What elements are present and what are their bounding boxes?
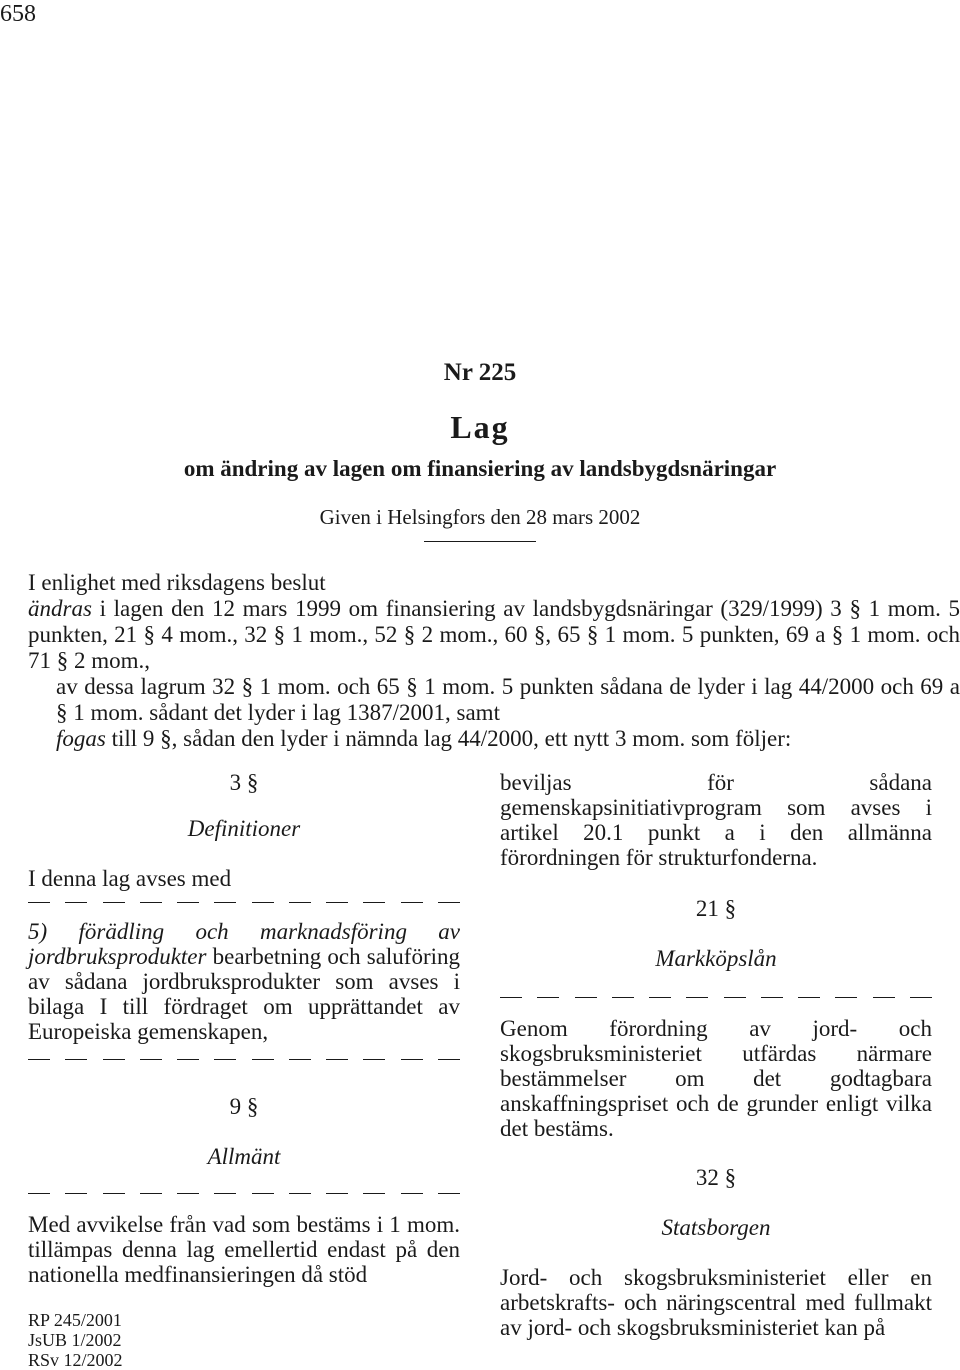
section-3-title: Definitioner	[187, 816, 301, 841]
statute-subtitle: om ändring av lagen om finansiering av landsbygdsnäringar	[183, 456, 777, 481]
fogas-word: fogas	[56, 726, 106, 751]
section-9-title: Allmänt	[207, 1144, 281, 1169]
omission-dashes	[28, 897, 460, 907]
omission-dashes	[28, 1188, 460, 1198]
right-column	[500, 770, 932, 1340]
section-9-text: Med avvikelse från vad som bestäms i 1 mom. tillämpas denna lag emellertid endast på den nationella medfinansieringen då stöd	[28, 1212, 460, 1287]
item-text: bearbetning och saluföring av sådana jordbruksprodukter som avses i bilaga I till fördraget om upprättandet av Europeiska gemenskapen,	[28, 944, 460, 1044]
omission-dashes	[500, 992, 932, 1002]
footer-ref: RP 245/2001	[28, 1310, 122, 1330]
title-divider	[424, 541, 536, 542]
preamble-andras	[28, 596, 960, 674]
section-3-intro: I denna lag avses med	[28, 866, 232, 891]
section-21-text: Genom förordning av jord- och skogsbruksministeriet utfärdas närmare bestämmelser om det godtagbara anskaffningspriset och de grunder enligt vilka det bestäms.	[500, 1016, 932, 1141]
footer-ref: JsUB 1/2002	[28, 1330, 122, 1350]
page-number: 658	[0, 1, 36, 27]
preamble	[28, 570, 960, 752]
section-3-item	[28, 919, 460, 1044]
footer-references	[28, 1310, 123, 1370]
preamble-av: av dessa lagrum 32 § 1 mom. och 65 § 1 mom. 5 punkten sådana de lyder i lag 44/2000 och 69 a § 1 mom. sådant det lyder i lag 1387/2001, samt	[56, 674, 960, 725]
item-italic: 5) förädling och marknadsföring av jordbruksprodukter	[28, 919, 460, 969]
section-9-number: 9 §	[229, 1094, 259, 1119]
section-32-title: Statsborgen	[661, 1215, 771, 1240]
andras-text: i lagen den 12 mars 1999 om finansiering av landsbygdsnäringar (329/1999) 3 § 1 mom. 5 punkten, 21 § 4 mom., 32 § 1 mom., 52 § 2 mom., 60 §, 65 § 1 mom. 5 punkten, 69 a § 1 mom. och 71 § 2 mom.,	[28, 596, 960, 673]
statute-number: Nr 225	[443, 359, 517, 386]
given-date: Given i Helsingfors den 28 mars 2002	[319, 505, 641, 529]
section-32-number: 32 §	[695, 1165, 737, 1190]
continuation-text: beviljas för sådana gemenskapsinitiativprogram som avses i artikel 20.1 punkt a i den allmänna förordningen för strukturfonderna.	[500, 770, 932, 870]
omission-dashes	[28, 1054, 460, 1064]
statute-title: Lag	[450, 409, 510, 445]
section-32-text: Jord- och skogsbruksministeriet eller en arbetskrafts- och näringscentral med fullmakt av jord- och skogsbruksministeriet kan på	[500, 1265, 932, 1340]
preamble-line: I enlighet med riksdagens beslut	[28, 570, 326, 595]
left-column	[28, 770, 460, 1287]
footer-ref: RSv 12/2002	[28, 1350, 123, 1370]
preamble-fogas	[28, 726, 960, 752]
fogas-text: till 9 §, sådan den lyder i nämnda lag 44/2000, ett nytt 3 mom. som följer:	[105, 726, 792, 751]
section-21-title: Markköpslån	[655, 946, 777, 971]
andras-word: ändras	[28, 596, 92, 621]
section-3-number: 3 §	[229, 770, 259, 795]
section-21-number: 21 §	[695, 896, 737, 921]
